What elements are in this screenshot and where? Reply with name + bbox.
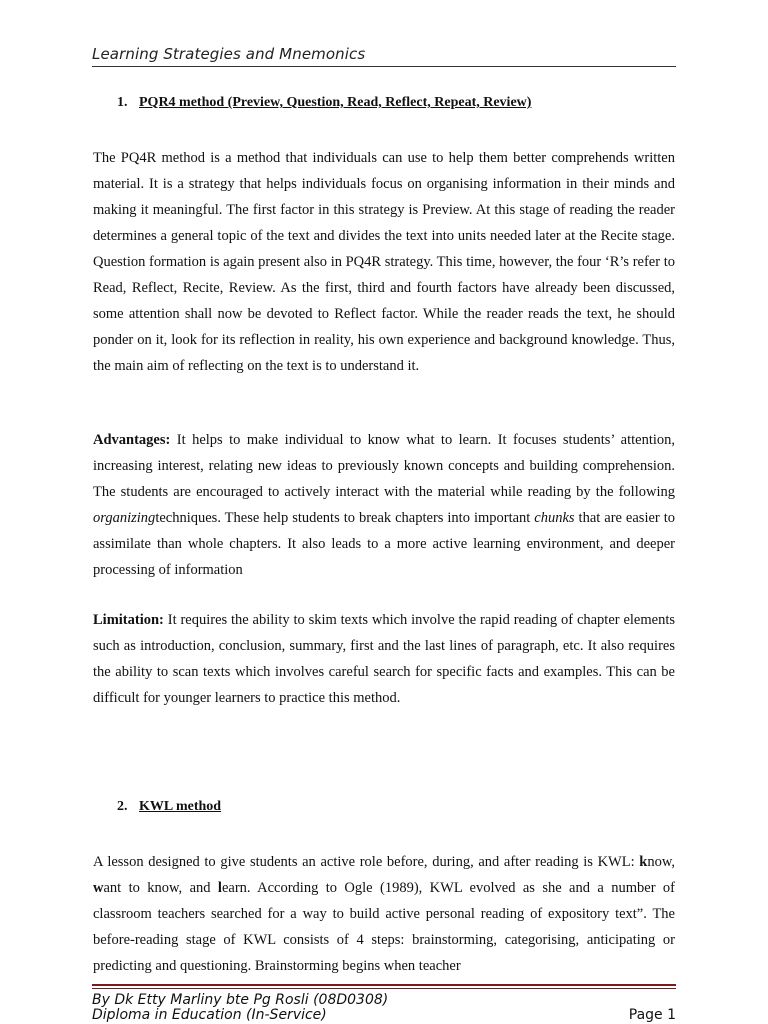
section-2-heading: [117, 798, 221, 816]
footer-page-number: Page 1: [628, 1007, 676, 1023]
kwl-text-b: now,: [647, 854, 675, 870]
pq4r-intro-paragraph: The PQ4R method is a method that individuals can use to help them better comprehends written material. It is a strategy that helps individuals focus on organising information in their minds and making it meaningful. The first factor in this strategy is Preview. At this stage of reading the reader determines a general topic of the text and divides the text into units needed later at the Recite stage. Question formation is again present also in PQ4R strategy. This time, however, the four ‘R’s refer to Read, Reflect, Recite, Review. As the first, third and fourth factors have already been discussed, some attention shall now be devoted to Reflect factor. While the reader reads the text, he should ponder on it, look for its reflection in reality, his own experience and background knowledge. Thus, the main aim of reflecting on the text is to understand it.: [93, 150, 675, 374]
section-2-number: 2.: [117, 799, 128, 814]
advantages-text-a: It helps to make individual to know what to learn. It focuses students’ attention, increasing interest, relating new ideas to previously known concepts and building comprehension. The students are encouraged to actively interact with the material while reading by the following: [93, 432, 675, 500]
kwl-paragraph: [93, 849, 675, 979]
header-title: Learning Strategies and Mnemonics: [92, 45, 366, 63]
advantages-italic-organizing: organizing: [93, 510, 156, 526]
kwl-text-d: earn. According to Ogle (1989), KWL evolved as she and a number of classroom teachers searched for a way to build active personal reading of expository text”. The before-reading stage of KWL consists of 4 steps: brainstorming, categorising, anticipating or predicting and questioning. Brainstorming begins when teacher: [93, 880, 675, 974]
section-1-heading: [117, 94, 531, 112]
page-header: [92, 44, 676, 67]
limitation-label: Limitation:: [93, 612, 164, 628]
advantages-text-c: that are easier to assimilate than whole chapters. It also leads to a more active learning environment, and deeper processing of information: [93, 510, 675, 578]
limitation-text: It requires the ability to skim texts which involve the rapid reading of chapter elements such as introduction, conclusion, summary, first and the last lines of paragraph, etc. It also requires the ability to scan texts which involves careful search for specific facts and examples. This can be difficult for younger learners to practice this method.: [93, 612, 675, 706]
footer-author: By Dk Etty Marliny bte Pg Rosli (08D0308): [92, 992, 389, 1008]
section-1-title: PQR4 method (Preview, Question, Read, Reflect, Repeat, Review): [139, 95, 532, 110]
kwl-w-bold: w: [93, 880, 104, 896]
advantages-text-b: techniques. These help students to break chapters into important: [155, 510, 535, 526]
advantages-italic-chunks: chunks: [534, 510, 575, 526]
kwl-text-c: ant to know, and: [103, 880, 218, 896]
kwl-l-bold: l: [217, 880, 222, 896]
section-1-number: 1.: [117, 95, 128, 110]
limitation-paragraph: [93, 607, 675, 711]
footer-rule-thin: [92, 988, 676, 989]
kwl-text-a: A lesson designed to give students an active role before, during, and after reading is KWL:: [93, 854, 640, 870]
footer-rule-thick: [92, 984, 676, 986]
footer-course: Diploma in Education (In-Service): [92, 1007, 327, 1023]
advantages-label: Advantages:: [93, 432, 171, 448]
section-2-title: KWL method: [139, 799, 222, 814]
advantages-paragraph: [93, 427, 675, 583]
kwl-k-bold: k: [639, 854, 648, 870]
